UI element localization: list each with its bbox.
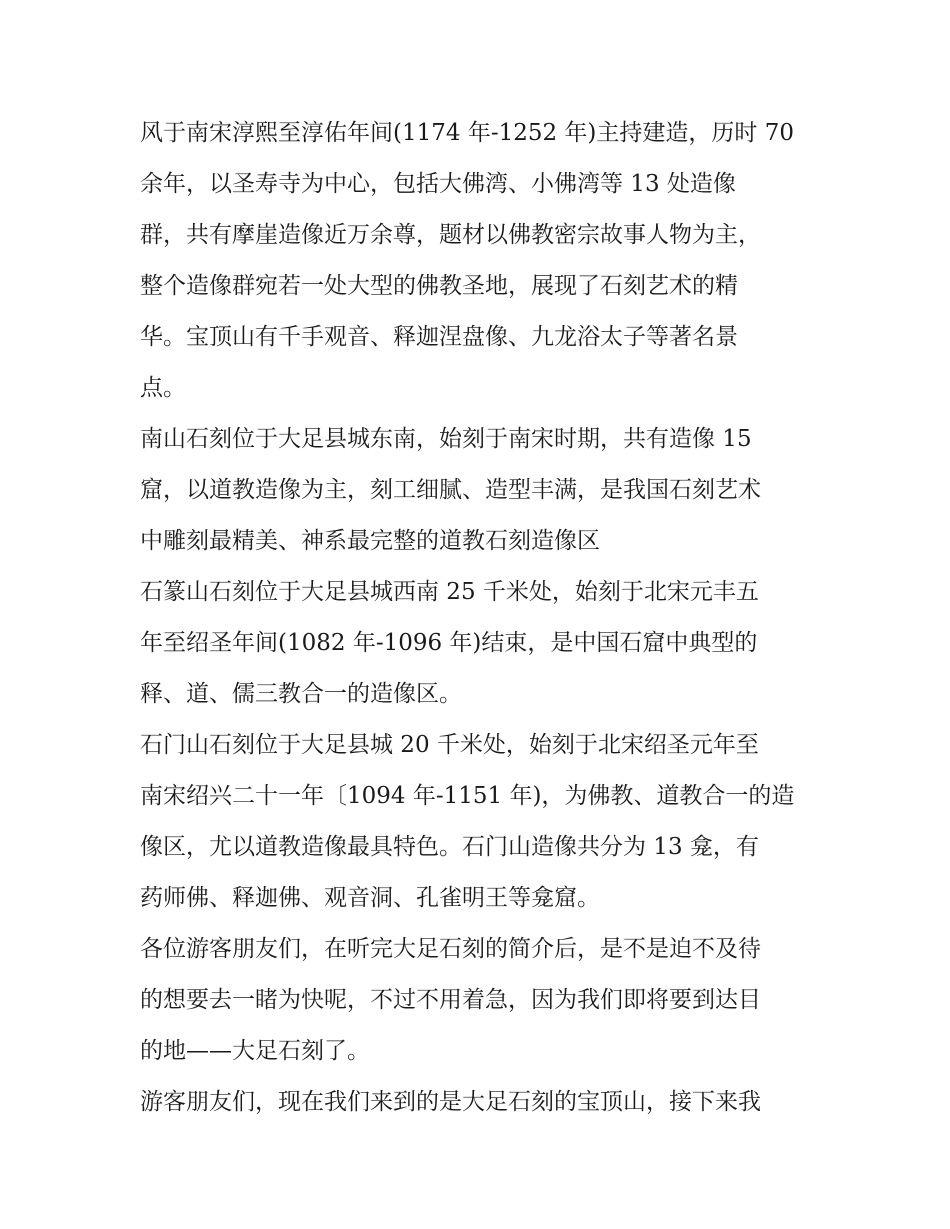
text-line: 的地——大足石刻了。 bbox=[140, 1038, 370, 1064]
text-line: 游客朋友们，现在我们来到的是大足石刻的宝顶山，接下来我 bbox=[140, 1089, 761, 1115]
text-line: 南宋绍兴二十一年〔1094 年-1151 年)，为佛教、道教合一的造 bbox=[140, 783, 795, 809]
text-line: 各位游客朋友们，在听完大足石刻的简介后，是不是迫不及待 bbox=[140, 936, 761, 962]
text-line: 石篆山石刻位于大足县城西南 25 千米处，始刻于北宋元丰五 bbox=[140, 579, 759, 605]
paragraph-arrival bbox=[140, 1077, 820, 1128]
text-line: 余年，以圣寿寺为中心，包括大佛湾、小佛湾等 13 处造像 bbox=[140, 171, 736, 197]
paragraph-shizhuanshan bbox=[140, 567, 820, 720]
paragraph-visitor-intro bbox=[140, 924, 820, 1077]
text-line: 风于南宋淳熙至淳佑年间(1174 年-1252 年)主持建造，历时 70 bbox=[140, 120, 794, 146]
text-line: 南山石刻位于大足县城东南，始刻于南宋时期，共有造像 15 bbox=[140, 426, 752, 452]
text-line: 窟，以道教造像为主，刻工细腻、造型丰满，是我国石刻艺术 bbox=[140, 477, 761, 503]
text-line: 石门山石刻位于大足县城 20 千米处，始刻于北宋绍圣元年至 bbox=[140, 732, 759, 758]
text-line: 药师佛、释迦佛、观音洞、孔雀明王等龛窟。 bbox=[140, 885, 600, 911]
text-line: 中雕刻最精美、神系最完整的道教石刻造像区 bbox=[140, 528, 600, 554]
text-line: 华。宝顶山有千手观音、释迦涅盘像、九龙浴太子等著名景 bbox=[140, 324, 738, 350]
text-line: 群，共有摩崖造像近万余尊，题材以佛教密宗故事人物为主， bbox=[140, 222, 761, 248]
document-body bbox=[140, 108, 820, 1128]
text-line: 的想要去一睹为快呢，不过不用着急，因为我们即将要到达目 bbox=[140, 987, 761, 1013]
text-line: 像区，尤以道教造像最具特色。石门山造像共分为 13 龛，有 bbox=[140, 834, 759, 860]
text-line: 年至绍圣年间(1082 年-1096 年)结束，是中国石窟中典型的 bbox=[140, 630, 758, 656]
paragraph-shimenshan bbox=[140, 720, 820, 924]
paragraph-baodingshan-history bbox=[140, 108, 820, 414]
paragraph-nanshan bbox=[140, 414, 820, 567]
text-line: 点。 bbox=[140, 375, 186, 401]
text-line: 释、道、儒三教合一的造像区。 bbox=[140, 681, 462, 707]
text-line: 整个造像群宛若一处大型的佛教圣地，展现了石刻艺术的精 bbox=[140, 273, 738, 299]
